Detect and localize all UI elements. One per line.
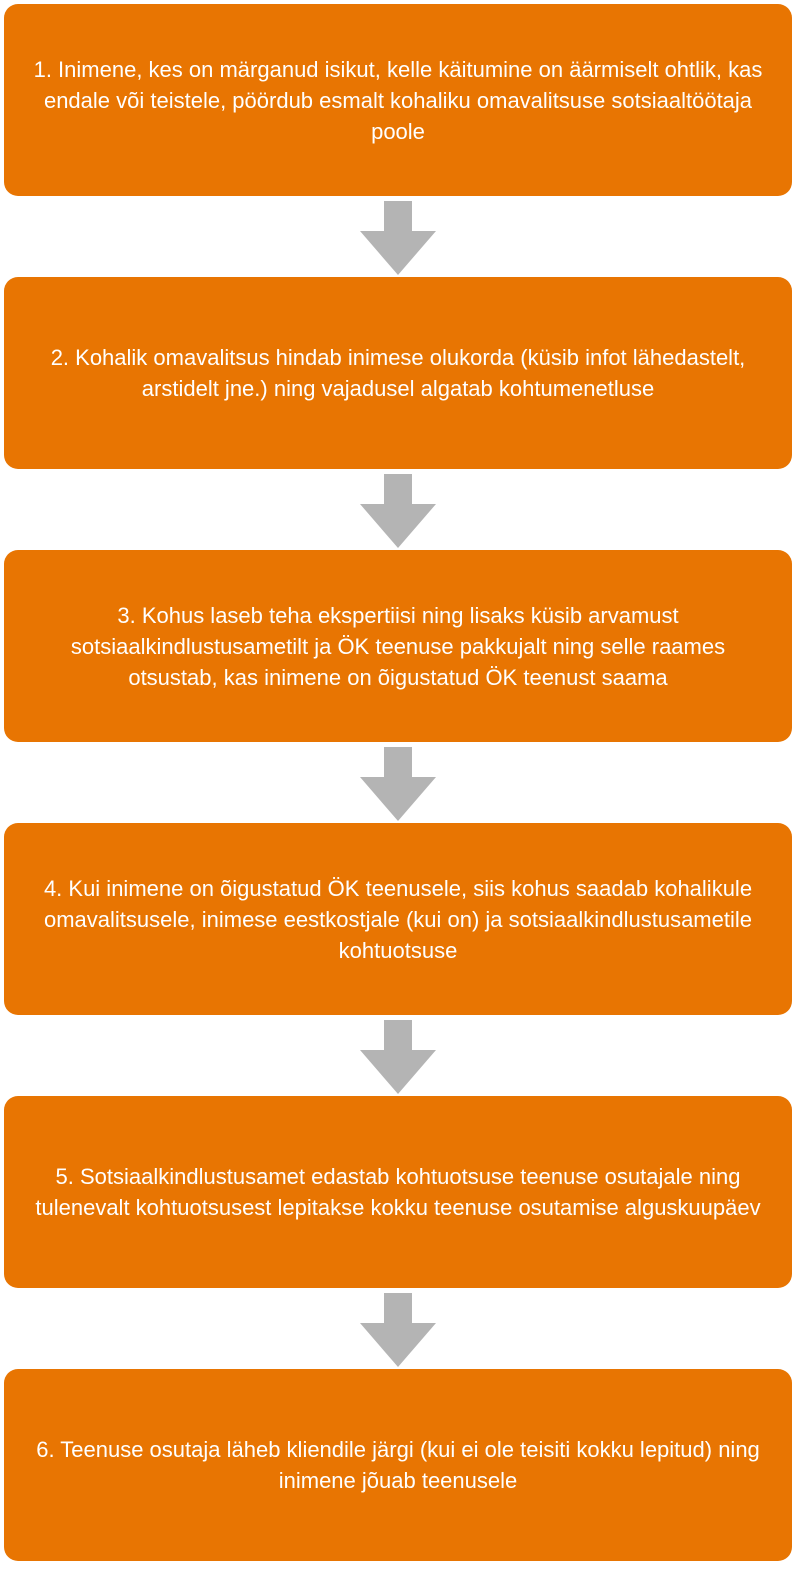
down-arrow-icon [360, 201, 436, 275]
down-arrow-icon [360, 747, 436, 821]
step-3-box [4, 550, 792, 742]
down-arrow-icon [360, 1293, 436, 1367]
step-3-text: 3. Kohus laseb teha ekspertiisi ning lisaks küsib arvamust sotsiaalkindlustusametilt ja ÖK teenuse pakkujalt ning selle raames otsustab, kas inimene on õigustatud ÖK teenust saama [70, 602, 726, 690]
step-4-box [4, 823, 792, 1015]
step-2-box [4, 277, 792, 469]
step-6-text: 6. Teenuse osutaja läheb kliendile järgi (kui ei ole teisiti kokku lepitud) ning inimene jõuab teenusele [36, 1437, 760, 1493]
step-1-text: 1. Inimene, kes on märganud isikut, kelle käitumine on äärmiselt ohtlik, kas endale või teistele, pöördub esmalt kohaliku omavalitsuse sotsiaaltöötaja poole [33, 56, 763, 144]
step-1-box [4, 4, 792, 196]
step-4-text: 4. Kui inimene on õigustatud ÖK teenusele, siis kohus saadab kohalikule omavalitsusele, inimese eestkostjale (kui on) ja sotsiaalkindlustusametile kohtuotsuse [43, 875, 753, 963]
down-arrow-icon [360, 1020, 436, 1094]
down-arrow-icon [360, 474, 436, 548]
step-5-text: 5. Sotsiaalkindlustusamet edastab kohtuotsuse teenuse osutajale ning tulenevalt kohtuotsusest lepitakse kokku teenuse osutamise alguskuupäev [35, 1164, 761, 1220]
step-6-box [4, 1369, 792, 1561]
step-2-text: 2. Kohalik omavalitsus hindab inimese olukorda (küsib infot lähedastelt, arstidelt jne.) ning vajadusel algatab kohtumenetluse [50, 345, 746, 401]
step-5-box [4, 1096, 792, 1288]
